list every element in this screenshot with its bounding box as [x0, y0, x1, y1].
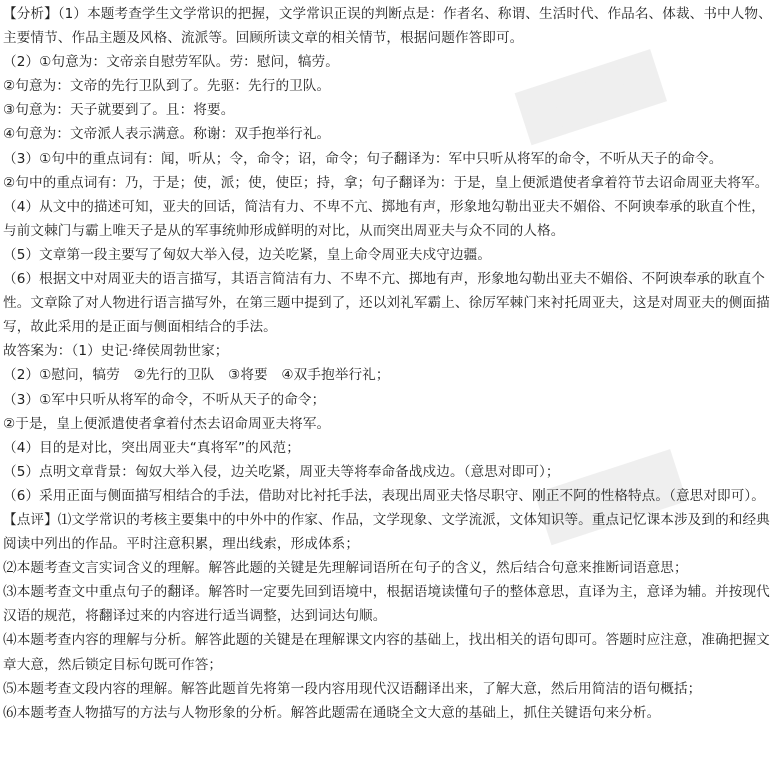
watermark-decoration: ████ [535, 449, 687, 545]
comment-line: ⑷本题考查内容的理解与分析。解答此题的关键是在理解课文内容的基础上，找出相关的语句即可。答题时应注意，准确把握文章大意，然后锁定目标句既可作答； [3, 632, 770, 673]
watermark-decoration: ████ [515, 49, 667, 145]
answer-line: （4）目的是对比，突出周亚夫“真将军”的风范； [3, 439, 300, 456]
answer-line: （3）①军中只听从将军的命令，不听从天子的命令； [3, 391, 326, 408]
analysis-line: ②句中的重点词有：乃，于是；使，派；使，使臣；持，拿；句子翻译为：于是，皇上便派遣使者拿着符节去诏命周亚夫将军。 [3, 174, 769, 191]
answer-line: 故答案为：（1）史记·绛侯周勃世家； [3, 343, 229, 360]
analysis-line: （4）从文中的描述可知，亚夫的回话，简洁有力、不卑不亢、掷地有声，形象地勾勒出亚夫不媚俗、不阿谀奉承的耿直个性，与前文棘门与霸上唯天子是从的军事统帅形成鲜明的对比，从而突出周亚夫与众不同的人格。 [3, 198, 765, 239]
analysis-line: ②句意为：文帝的先行卫队到了。先驱：先行的卫队。 [3, 78, 331, 95]
analysis-section [3, 2, 777, 339]
answer-line: （5）点明文章背景：匈奴大举入侵，边关吃紧，周亚夫等将奉命备战戍边。（意思对即可）； [3, 463, 560, 480]
solution-document [3, 2, 777, 725]
comment-section [3, 508, 777, 725]
comment-line: ⑶本题考查文中重点句子的翻译。解答时一定要先回到语境中，根据语境读懂句子的整体意思，直译为主，意译为辅。并按现代汉语的规范，将翻译过来的内容进行适当调整，达到词达句顺。 [3, 584, 770, 625]
comment-line: ⑸本题考查文段内容的理解。解答此题首先将第一段内容用现代汉语翻译出来，了解大意，然后用简洁的语句概括； [3, 680, 702, 697]
analysis-line: （6）根据文中对周亚夫的语言描写，其语言简洁有力、不卑不亢、掷地有声，形象地勾勒出亚夫不媚俗、不阿谀奉承的耿直个性。文章除了对人物进行语言描写外，在第三题中提到了，还以刘礼军霸上、徐厉军棘门来衬托周亚夫，这是对周亚夫的侧面描写，故此采用的是正面与侧面相结合的手法。 [3, 271, 770, 336]
analysis-line: ④句意为：文帝派人表示满意。称谢：双手抱举行礼。 [3, 126, 331, 143]
answer-section [3, 339, 777, 508]
analysis-line: （2）①句意为：文帝亲自慰劳军队。劳：慰问，犒劳。 [3, 54, 339, 71]
analysis-line: （5）文章第一段主要写了匈奴大举入侵，边关吃紧，皇上命令周亚夫戍守边疆。 [3, 246, 492, 263]
comment-line: ⑵本题考查文言实词含义的理解。解答此题的关键是先理解词语所在句子的含义，然后结合句意来推断词语意思； [3, 560, 688, 577]
answer-line: ②于是，皇上便派遣使者拿着付杰去诏命周亚夫将军。 [3, 415, 331, 432]
analysis-line: ③句意为：天子就要到了。且：将要。 [3, 102, 235, 119]
answer-line: （6）采用正面与侧面描写相结合的手法，借助对比衬托手法，表现出周亚夫恪尽职守、刚正不阿的性格特点。（意思对即可）。 [3, 487, 765, 504]
comment-line: ⑹本题考查人物描写的方法与人物形象的分析。解答此题需在通晓全文大意的基础上，抓住关键语句来分析。 [3, 704, 661, 721]
analysis-line: （3）①句中的重点词有：闻，听从；令，命令；诏，命令；句子翻译为：军中只听从将军的命令，不听从天子的命令。 [3, 150, 723, 167]
answer-line: （2）①慰问，犒劳 ②先行的卫队 ③将要 ④双手抱举行礼； [3, 367, 390, 384]
analysis-line: 【分析】（1）本题考查学生文学常识的把握，文学常识正误的判断点是：作者名、称谓、生活时代、作品名、体裁、书中人物、主要情节、作品主题及风格、流派等。回顾所读文章的相关情节，根据问题作答即可。 [3, 6, 772, 47]
comment-line: 【点评】⑴文学常识的考核主要集中的中外中的作家、作品，文学现象、文学流派，文体知识等。重点记忆课本涉及到的和经典阅读中列出的作品。平时注意积累，理出线索，形成体系； [3, 511, 770, 553]
